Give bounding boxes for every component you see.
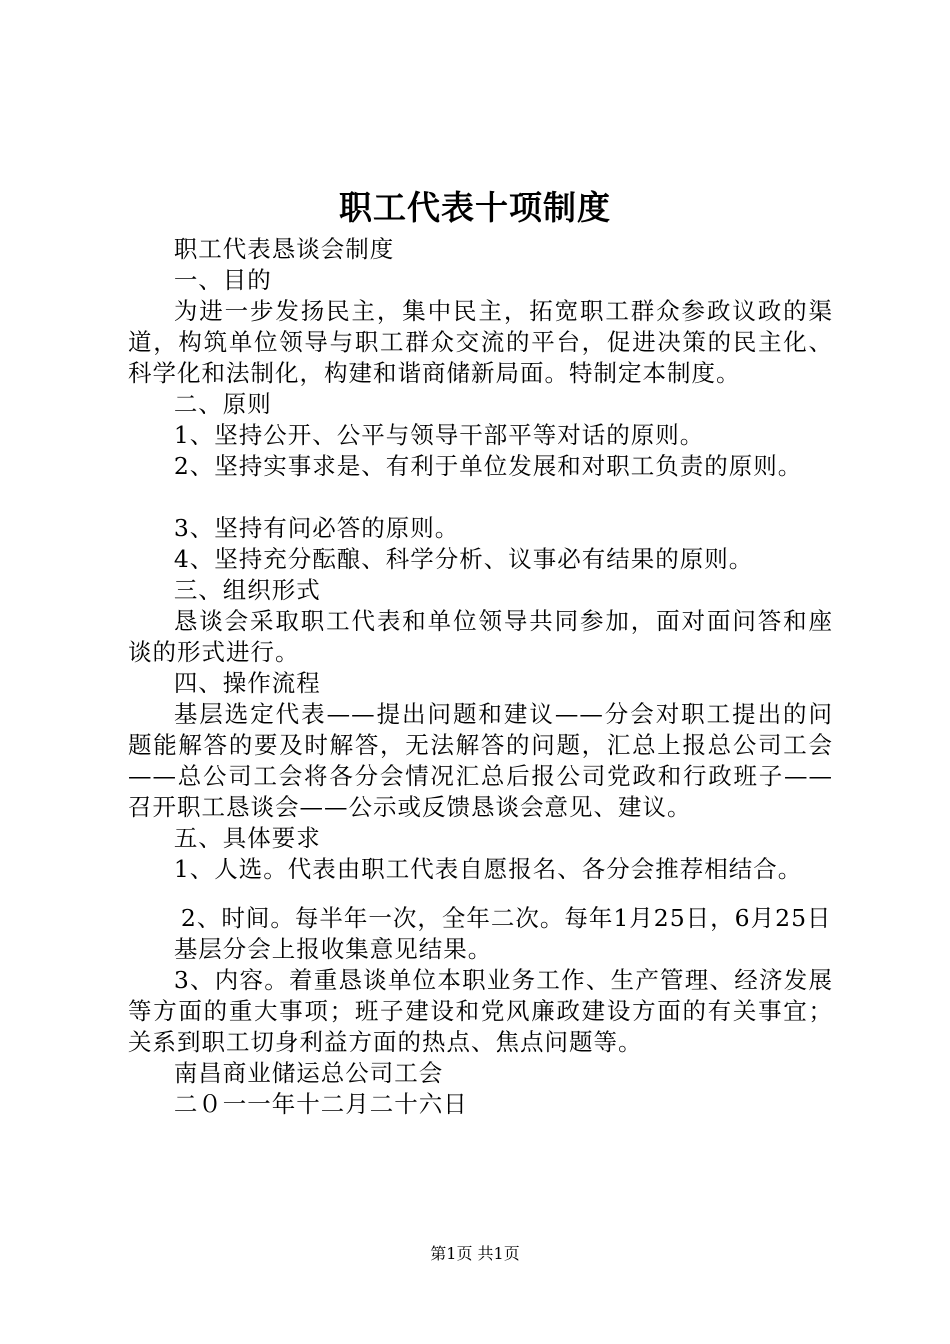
- list-item: 3、坚持有问必答的原则。: [173, 514, 460, 542]
- list-item: 2、坚持实事求是、有利于单位发展和对职工负责的原则。: [173, 452, 803, 480]
- page-footer: 第1页 共1页: [430, 1244, 520, 1263]
- paragraph: 基层选定代表——提出问题和建议——分会对职工提出的问题能解答的要及时解答，无法解答的问题，汇总上报总公司工会——总公司工会将各分会情况汇总后报公司党政和行政班子——召开职工恳谈会——公示或反馈恳谈会意见、建议。: [128, 700, 833, 821]
- section-heading: 四、操作流程: [173, 669, 321, 697]
- section-heading: 五、具体要求: [173, 824, 321, 852]
- paragraph: 基层分会上报收集意见结果。: [173, 935, 493, 963]
- list-item: 2、时间。每半年一次，全年二次。每年1月25日，6月25日: [180, 904, 832, 932]
- signature-organization: 南昌商业储运总公司工会: [173, 1059, 444, 1087]
- paragraph: 恳谈会采取职工代表和单位领导共同参加，面对面问答和座谈的形式进行。: [128, 607, 833, 666]
- list-item: 1、坚持公开、公平与领导干部平等对话的原则。: [173, 421, 705, 449]
- signature-date: 二０一一年十二月二十六日: [173, 1090, 468, 1118]
- list-item: 3、内容。着重恳谈单位本职业务工作、生产管理、经济发展等方面的重大事项；班子建设和党风廉政建设方面的有关事宜；关系到职工切身利益方面的热点、焦点问题等。: [128, 966, 833, 1056]
- section-heading: 一、目的: [173, 266, 272, 294]
- paragraph: 为进一步发扬民主，集中民主，拓宽职工群众参政议政的渠道，构筑单位领导与职工群众交流的平台，促进决策的民主化、科学化和法制化，构建和谐商储新局面。特制定本制度。: [128, 297, 833, 387]
- list-item: 4、坚持充分酝酿、科学分析、议事必有结果的原则。: [173, 545, 754, 573]
- paragraph-heading: 职工代表恳谈会制度: [173, 235, 395, 263]
- section-heading: 二、原则: [173, 390, 272, 418]
- document-body: [128, 234, 833, 1120]
- section-heading: 三、组织形式: [173, 576, 321, 604]
- list-item: 1、人选。代表由职工代表自愿报名、各分会推荐相结合。: [173, 855, 803, 883]
- document-title: 职工代表十项制度: [339, 188, 611, 227]
